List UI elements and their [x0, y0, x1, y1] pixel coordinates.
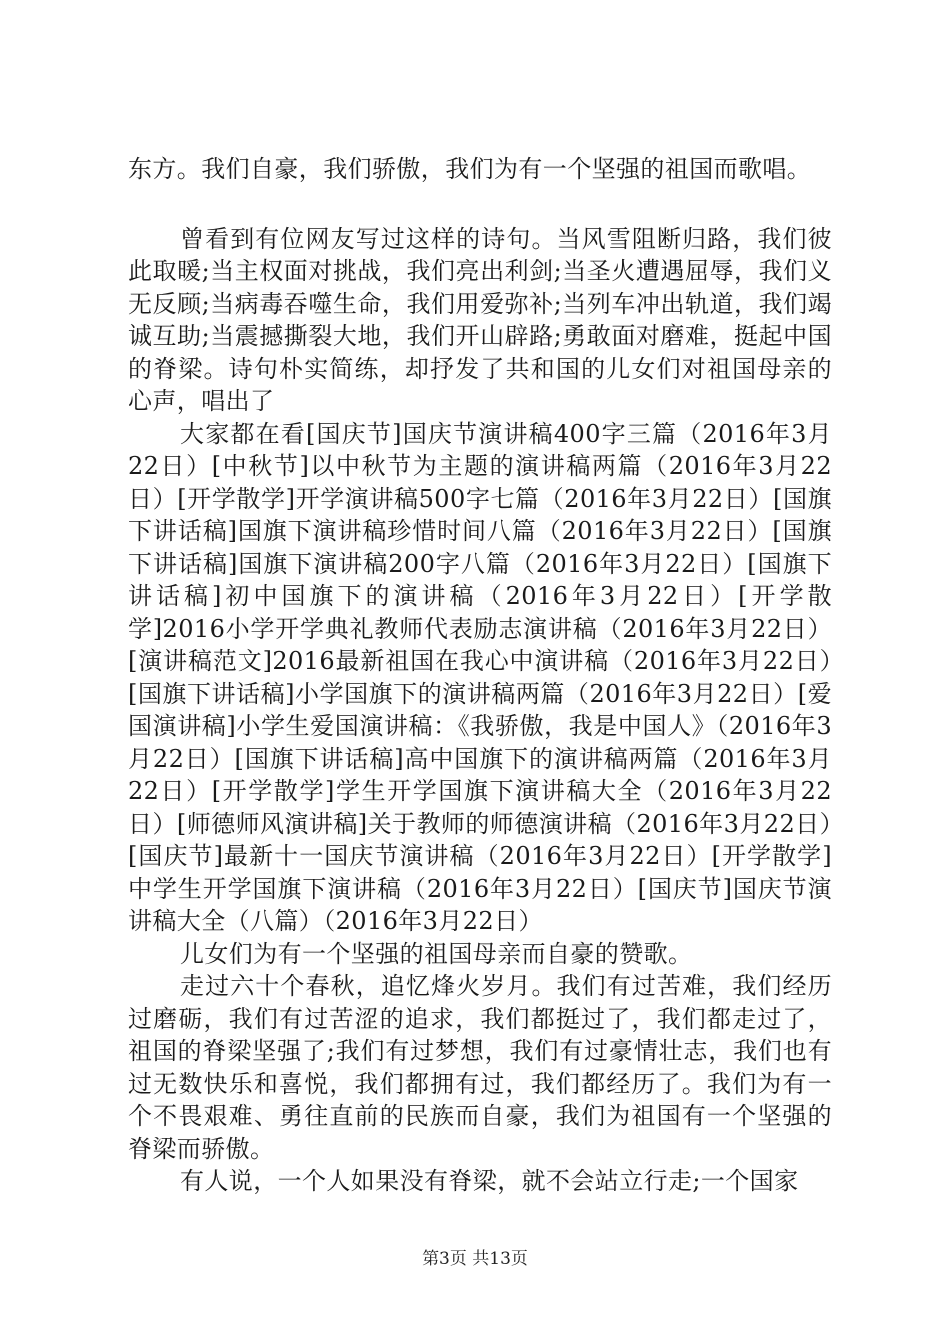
page-number-footer: 第3页 共13页	[422, 1249, 528, 1269]
document-body	[128, 153, 832, 1198]
paragraph-related-articles: 大家都在看[国庆节]国庆节演讲稿400字三篇（2016年3月22日）[中秋节]以中秋节为主题的演讲稿两篇（2016年3月22日）[开学散学]开学演讲稿500字七篇（2016年3月22日）[国旗下讲话稿]国旗下演讲稿珍惜时间八篇（2016年3月22日）[国旗下讲话稿]国旗下演讲稿200字八篇（2016年3月22日）[国旗下讲话稿]初中国旗下的演讲稿（2016年3月22日）[开学散学]2016小学开学典礼教师代表励志演讲稿（2016年3月22日）[演讲稿范文]2016最新祖国在我心中演讲稿（2016年3月22日）[国旗下讲话稿]小学国旗下的演讲稿两篇（2016年3月22日）[爱国演讲稿]小学生爱国演讲稿：《我骄傲，我是中国人》（2016年3月22日）[国旗下讲话稿]高中国旗下的演讲稿两篇（2016年3月22日）[开学散学]学生开学国旗下演讲稿大全（2016年3月22日）[师德师风演讲稿]关于教师的师德演讲稿（2016年3月22日）[国庆节]最新十一国庆节演讲稿（2016年3月22日）[开学散学]中学生开学国旗下演讲稿（2016年3月22日）[国庆节]国庆节演讲稿大全（八篇）（2016年3月22日）	[128, 419, 832, 935]
paragraph-continuation: 东方。我们自豪，我们骄傲，我们为有一个坚强的祖国而歌唱。	[128, 155, 812, 183]
paragraph-poem-quote: 曾看到有位网友写过这样的诗句。当风雪阻断归路，我们彼此取暖;当主权面对挑战，我们亮出利剑;当圣火遭遇屈辱，我们义无反顾;当病毒吞噬生命，我们用爱弥补;当列车冲出轨道，我们竭诚互助;当震撼撕裂大地，我们开山辟路;勇敢面对磨难，挺起中国的脊梁。诗句朴实简练，却抒发了共和国的儿女们对祖国母亲的心声，唱出了	[128, 224, 832, 415]
paragraph-backbone: 有人说，一个人如果没有脊梁，就不会站立行走;一个国家	[180, 1167, 799, 1195]
paragraph-sixty-years: 走过六十个春秋，追忆烽火岁月。我们有过苦难，我们经历过磨砺，我们有过苦涩的追求，我们都挺过了，我们都走过了，祖国的脊梁坚强了;我们有过梦想，我们有过豪情壮志，我们也有过无数快乐和喜悦，我们都拥有过，我们都经历了。我们为有一个不畏艰难、勇往直前的民族而自豪，我们为祖国有一个坚强的脊梁而骄傲。	[128, 972, 832, 1163]
paragraph-praise-song: 儿女们为有一个坚强的祖国母亲而自豪的赞歌。	[180, 939, 693, 968]
